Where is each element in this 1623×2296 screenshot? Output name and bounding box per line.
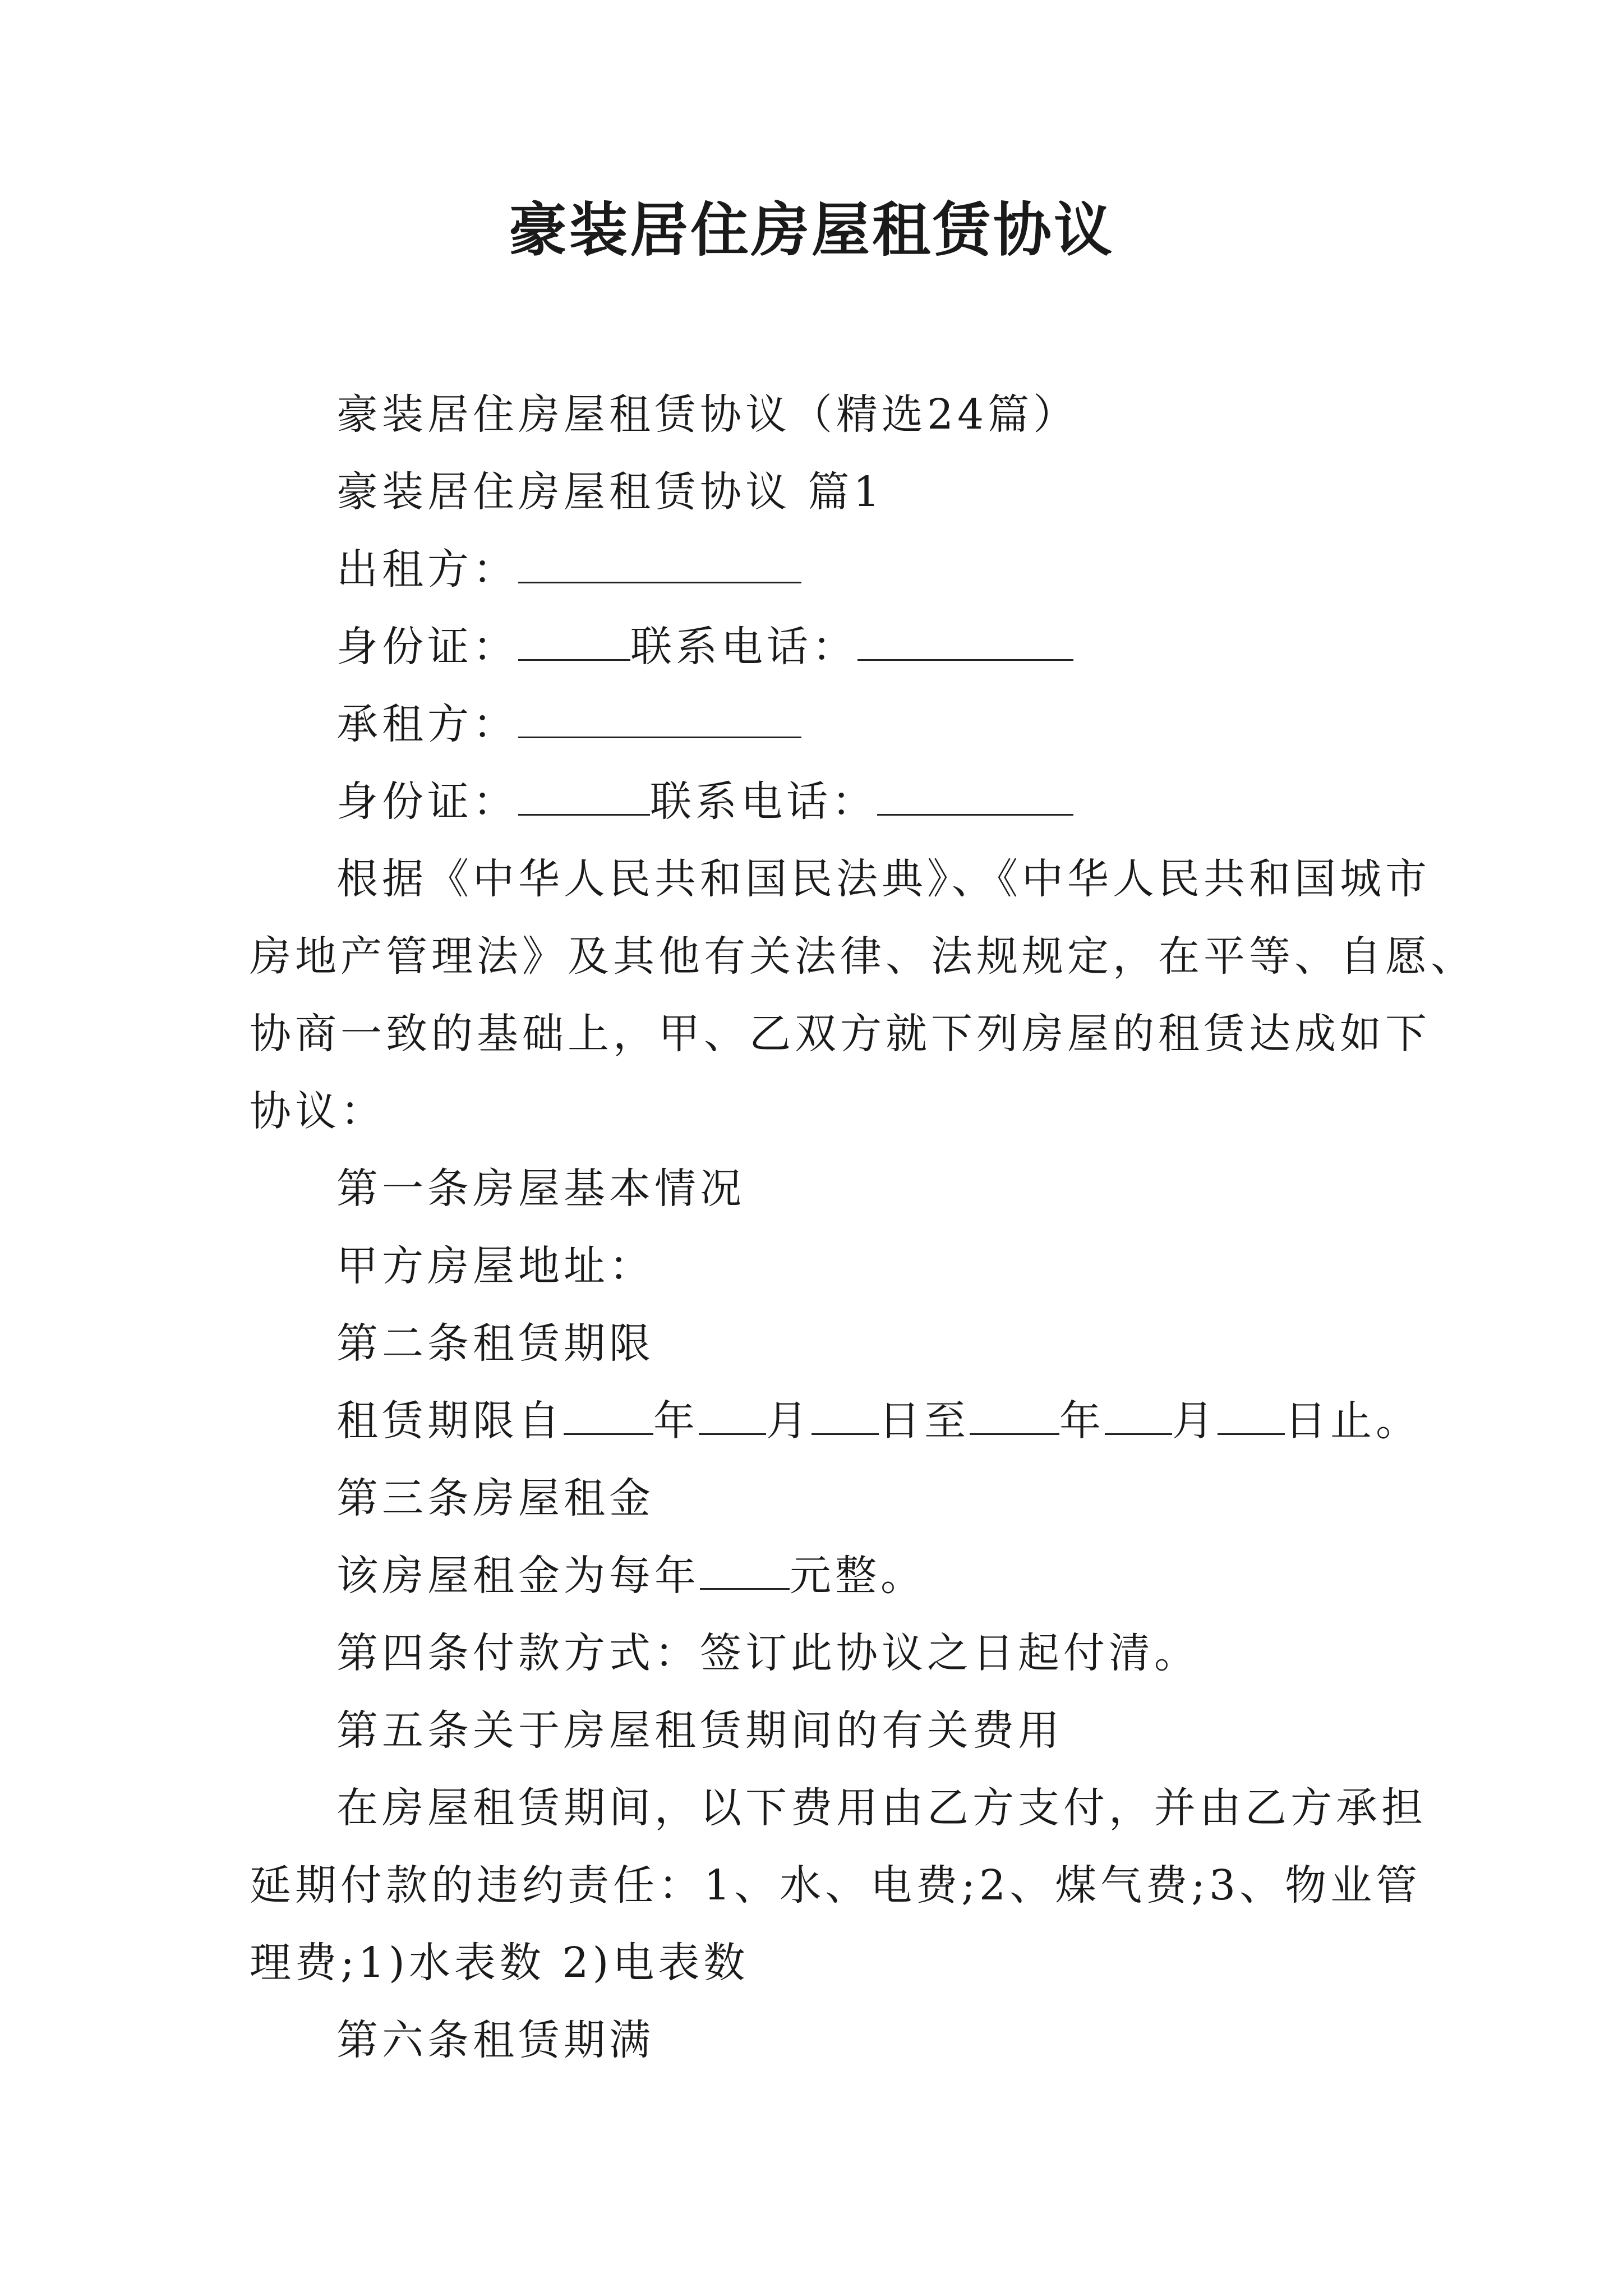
lessee-blank [518,696,801,738]
article-heading: 第五条关于房屋租赁期间的有关费用 [336,1706,1063,1755]
term-text: 日止。 [1285,1397,1421,1445]
term-text: 月 [766,1397,811,1445]
lessor-line [250,531,1399,608]
lessor-id-line [250,608,1399,685]
term-text: 年 [1059,1397,1105,1445]
paragraph-line: 理费;1)水表数 2)电表数 [250,1939,749,1987]
id-label: 身份证： [336,777,518,826]
rent-text: 元整。 [790,1552,926,1600]
lessee-label: 承租方： [336,700,518,748]
term-text: 租赁期限自 [336,1397,564,1445]
end-year-blank [970,1393,1059,1435]
article-heading: 第四条付款方式：签订此协议之日起付清。 [336,1629,1200,1677]
rent-amount-blank [700,1548,790,1590]
phone-blank [857,619,1073,661]
article-heading: 第二条租赁期限 [336,1319,654,1368]
start-month-blank [699,1393,766,1435]
document-body [250,376,1476,2079]
lessor-blank [518,541,801,583]
rent-text: 该房屋租金为每年 [336,1552,700,1600]
id-blank [518,774,650,816]
term-text: 年 [653,1397,699,1445]
section-heading: 豪装居住房屋租赁协议 篇1 [336,468,884,516]
lessee-id-line [250,763,1399,840]
paragraph-line: 协商一致的基础上，甲、乙双方就下列房屋的租赁达成如下 [250,1010,1431,1058]
article-heading: 第一条房屋基本情况 [336,1165,745,1213]
paragraph-line: 根据《中华人民共和国民法典》、《中华人民共和国城市 [336,855,1431,903]
paragraph-line: 延期付款的违约责任：1、水、电费;2、煤气费;3、物业管 [250,1861,1422,1910]
term-text: 月 [1172,1397,1218,1445]
lessee-line [250,685,1399,763]
start-year-blank [564,1393,653,1435]
term-line [250,1382,1421,1460]
article-heading: 第六条租赁期满 [336,2016,654,2064]
end-day-blank [1218,1393,1285,1435]
paragraph-line: 协议： [250,1087,386,1135]
phone-blank [877,774,1073,816]
end-month-blank [1105,1393,1172,1435]
subtitle-line: 豪装居住房屋租赁协议（精选24篇） [336,390,1079,439]
phone-label: 联系电话： [630,623,857,671]
document-title: 豪装居住房屋租赁协议 [508,196,1114,264]
lessor-label: 出租方： [336,545,518,593]
address-line: 甲方房屋地址： [336,1242,654,1290]
article-heading: 第三条房屋租金 [336,1474,654,1522]
phone-label: 联系电话： [650,777,877,826]
id-blank [518,619,630,661]
start-day-blank [811,1393,879,1435]
paragraph-line: 房地产管理法》及其他有关法律、法规规定，在平等、自愿、 [250,932,1476,981]
term-text: 日至 [879,1397,970,1445]
rent-line [250,1537,1399,1614]
id-label: 身份证： [336,623,518,671]
paragraph-line: 在房屋租赁期间，以下费用由乙方支付，并由乙方承担 [336,1784,1427,1832]
